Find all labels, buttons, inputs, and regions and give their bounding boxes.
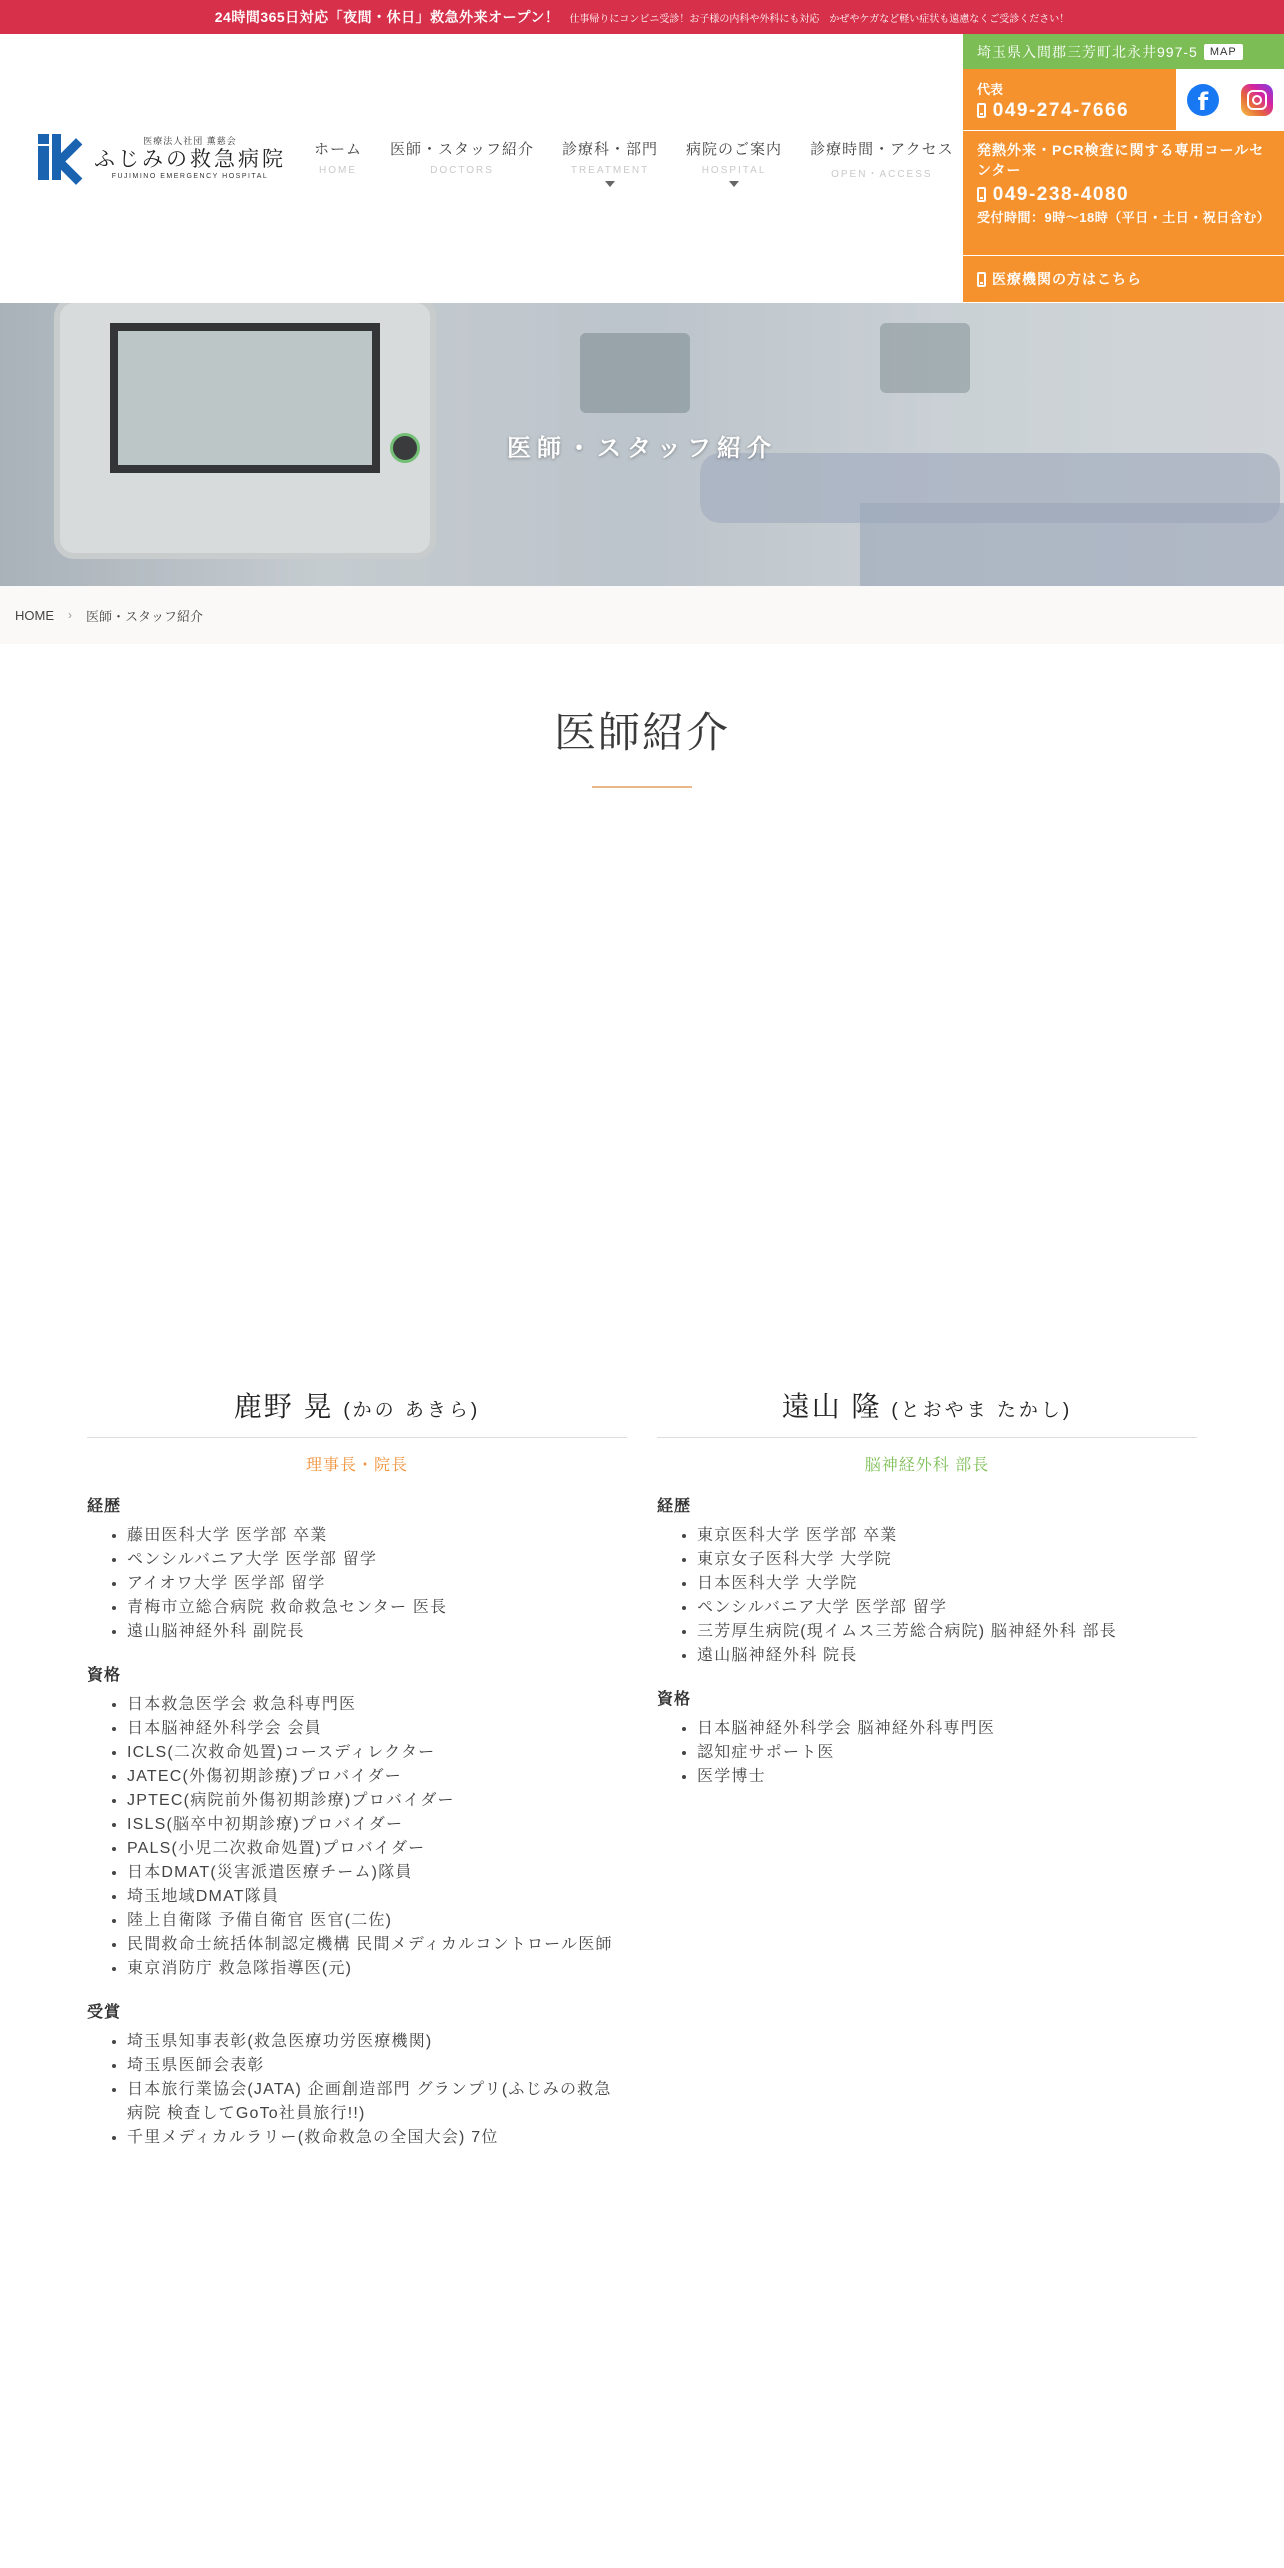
- qualification-list: [657, 1717, 1197, 1789]
- list-item: • 日本DMAT(災害派遣医療チーム)隊員: [127, 1861, 627, 1885]
- chevron-right-icon: ›: [68, 608, 72, 622]
- list-item: • ISLS(脳卒中初期診療)プロバイダー: [127, 1813, 627, 1837]
- instagram-icon[interactable]: [1241, 84, 1273, 116]
- nav-access[interactable]: [796, 138, 968, 187]
- list-item: • 日本脳神経外科学会 会員: [127, 1717, 627, 1741]
- nav-hospital-label: 病院のご案内: [686, 141, 783, 158]
- list-item: • 遠山脳神経外科 院長: [697, 1644, 1197, 1668]
- medical-link-label: 医療機関の方はこちら: [992, 271, 1142, 287]
- list-item: • 医学博士: [697, 1765, 1197, 1789]
- chevron-down-icon: [605, 181, 615, 187]
- list-item: • ペンシルバニア大学 医学部 留学: [127, 1548, 627, 1572]
- list-item: • JPTEC(病院前外傷初期診療)プロバイダー: [127, 1789, 627, 1813]
- address-bar: [963, 34, 1284, 69]
- doctor-role: 脳神経外科 部長: [864, 1457, 990, 1474]
- list-item: • 埼玉地域DMAT隊員: [127, 1885, 627, 1909]
- nav-access-en: OPEN・ACCESS: [831, 169, 933, 180]
- list-item: • PALS(小児二次救命処置)プロバイダー: [127, 1837, 627, 1861]
- nav-doctors-label: 医師・スタッフ紹介: [390, 141, 535, 158]
- logo-corp: 医療法人社団 薫慈会: [143, 136, 237, 146]
- list-item: • 東京医科大学 医学部 卒業: [697, 1524, 1197, 1548]
- pcr-title: 発熱外来・PCR検査に関する専用コールセンター: [977, 142, 1265, 178]
- award-list: [87, 2030, 627, 2150]
- breadcrumb-home[interactable]: HOME: [15, 607, 54, 623]
- nav-home-label: ホーム: [314, 141, 363, 158]
- announcement-bar: [0, 0, 1284, 34]
- nav-treatment[interactable]: [548, 138, 672, 187]
- list-item: • 陸上自衛隊 予備自衛官 医官(二佐): [127, 1909, 627, 1933]
- list-item: • 認知症サポート医: [697, 1741, 1197, 1765]
- list-item: • JATEC(外傷初期診療)プロバイダー: [127, 1765, 627, 1789]
- phone-icon: [977, 187, 986, 202]
- qualification-heading: 資格: [657, 1691, 692, 1708]
- list-item: • 民間救命士統括体制認定機構 民間メディカルコントロール医師: [127, 1933, 627, 1957]
- medical-institution-link[interactable]: [963, 256, 1284, 302]
- list-item: • 日本旅行業協会(JATA) 企画創造部門 グランプリ(ふじみの救急病院 検査してGoTo社員旅行!!): [127, 2078, 627, 2126]
- career-list: [87, 1524, 627, 1644]
- list-item: • 千里メディカルラリー(救命救急の全国大会) 7位: [127, 2126, 627, 2150]
- announcement-main: 24時間365日対応「夜間・休日」救急外来オープン！: [214, 9, 560, 25]
- doctor-name-kana: (とおやま たかし): [891, 1400, 1073, 1421]
- main-tel-block[interactable]: [963, 69, 1176, 130]
- doctor-card: [657, 1385, 1197, 1789]
- phone-icon: [977, 103, 986, 118]
- hero-banner: [0, 303, 1284, 586]
- career-list: [657, 1524, 1197, 1668]
- list-item: • 遠山脳神経外科 副院長: [127, 1620, 627, 1644]
- page-title: 医師紹介: [553, 709, 730, 756]
- doctor-card: [87, 1385, 627, 2150]
- nav-doctors-en: DOCTORS: [430, 165, 494, 176]
- pcr-hours: 受付時間：9時～18時（平日・土日・祝日含む）: [977, 210, 1271, 225]
- list-item: • 日本救急医学会 救急科専門医: [127, 1693, 627, 1717]
- phone-icon: [977, 272, 986, 287]
- list-item: • 埼玉県知事表彰(救急医療功労医療機関): [127, 2030, 627, 2054]
- doctor-name-text: 鹿野 晃: [233, 1391, 334, 1422]
- chevron-down-icon: [729, 181, 739, 187]
- nav-treatment-en: TREATMENT: [570, 165, 650, 176]
- breadcrumb: [0, 586, 1284, 644]
- address-text: 埼玉県入間郡三芳町北永井997-5: [977, 43, 1198, 60]
- nav-hospital[interactable]: [672, 138, 796, 187]
- tel-row: [963, 69, 1284, 131]
- list-item: • 三芳厚生病院(現イムス三芳総合病院) 脳神経外科 部長: [697, 1620, 1197, 1644]
- nav-home[interactable]: [300, 138, 376, 187]
- qualification-list: [87, 1693, 627, 1981]
- list-item: • 日本脳神経外科学会 脳神経外科専門医: [697, 1717, 1197, 1741]
- map-button[interactable]: MAP: [1204, 44, 1243, 60]
- logo-text: [94, 134, 286, 180]
- nav-access-label: 診療時間・アクセス: [810, 141, 954, 158]
- sns-links: [1176, 69, 1284, 130]
- nav-home-en: HOME: [319, 165, 357, 176]
- nav-doctors[interactable]: [376, 138, 548, 187]
- nav-hospital-en: HOSPITAL: [701, 165, 767, 176]
- title-underline: [592, 786, 692, 788]
- nav-treatment-label: 診療科・部門: [562, 141, 659, 158]
- pcr-tel-number: 049-238-4080: [992, 184, 1130, 205]
- list-item: • 藤田医科大学 医学部 卒業: [127, 1524, 627, 1548]
- list-item: • ペンシルバニア大学 医学部 留学: [697, 1596, 1197, 1620]
- logo-name: ふじみの救急病院: [94, 148, 286, 171]
- list-item: • 青梅市立総合病院 救命救急センター 医長: [127, 1596, 627, 1620]
- logo-mark-icon: [38, 134, 84, 180]
- list-item: • 埼玉県医師会表彰: [127, 2054, 627, 2078]
- career-heading: 経歴: [657, 1498, 692, 1515]
- qualification-heading: 資格: [87, 1667, 122, 1684]
- hero-title: 医師・スタッフ紹介: [507, 435, 777, 462]
- doctor-name: [87, 1385, 627, 1438]
- doctor-name-kana: (かの あきら): [343, 1400, 481, 1421]
- facebook-icon[interactable]: f: [1187, 84, 1219, 116]
- list-item: • 東京女子医科大学 大学院: [697, 1548, 1197, 1572]
- doctor-role: 理事長・院長: [305, 1457, 408, 1474]
- main-nav: [300, 138, 968, 187]
- doctor-name: [657, 1385, 1197, 1438]
- award-heading: 受賞: [87, 2004, 122, 2021]
- main-tel-number: 049-274-7666: [992, 100, 1130, 121]
- list-item: • ICLS(二次救命処置)コースディレクター: [127, 1741, 627, 1765]
- career-heading: 経歴: [87, 1498, 122, 1515]
- announcement-sub: 仕事帰りにコンビニ受診！お子様の内科や外科にも対応 かぜやケガなど軽い症状も遠慮なくご受診ください！: [569, 13, 1070, 25]
- list-item: • 東京消防庁 救急隊指導医(元): [127, 1957, 627, 1981]
- logo-en: FUJIMINO EMERGENCY HOSPITAL: [111, 173, 269, 180]
- list-item: • アイオワ大学 医学部 留学: [127, 1572, 627, 1596]
- pcr-callcenter-block[interactable]: [963, 131, 1284, 256]
- doctor-name-text: 遠山 隆: [781, 1391, 882, 1422]
- list-item: • 日本医科大学 大学院: [697, 1572, 1197, 1596]
- breadcrumb-current: 医師・スタッフ紹介: [86, 608, 204, 624]
- main-tel-label: 代表: [977, 82, 1004, 97]
- contact-panel: [963, 34, 1284, 303]
- site-logo[interactable]: [38, 134, 286, 180]
